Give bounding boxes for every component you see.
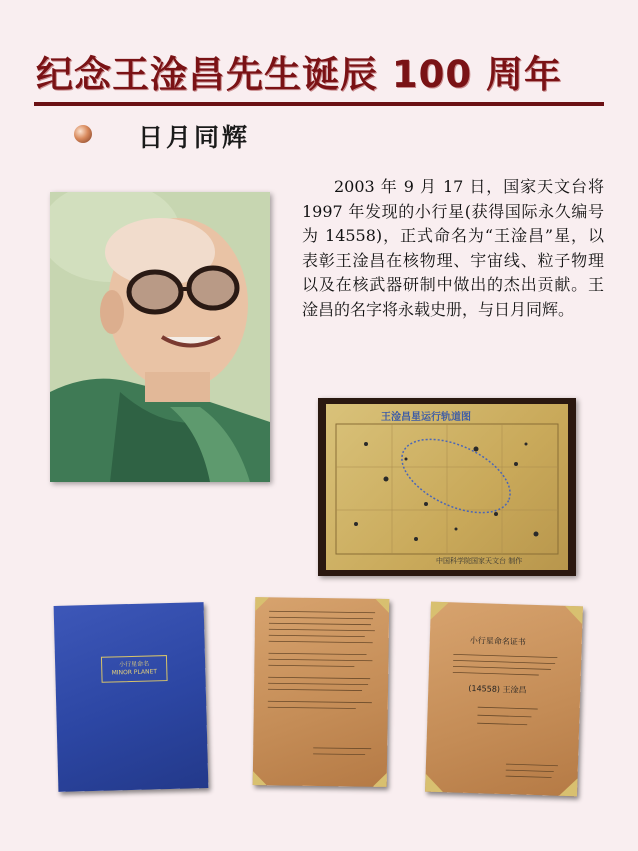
certificate-chinese-photo xyxy=(425,602,583,797)
orbit-chart-photo xyxy=(318,398,576,576)
orbit-chart-footer: 中国科学院国家天文台 制作 xyxy=(436,557,523,565)
article-paragraph: 2003 年 9 月 17 日，国家天文台将 1997 年发现的小行星(获得国际永久编号为 14558)，正式命名为“王淦昌”星，以表彰王淦昌在核物理、宇宙线、粒子物理以及在核武器研制中做出的杰出贡献。王淦昌的名字将永载史册，与日月同辉。 xyxy=(302,177,604,319)
naming-folder-photo xyxy=(54,602,209,792)
section-subtitle: 日月同辉 xyxy=(138,123,251,152)
folder-label-cn: 小行星命名 xyxy=(119,660,150,669)
portrait-photo xyxy=(50,192,270,482)
orbit-chart-title: 王淦昌星运行轨道图 xyxy=(381,412,471,423)
page-title: 纪念王淦昌先生诞辰 100 周年 xyxy=(36,53,562,96)
certificate-title: 小行星命名证书 xyxy=(469,635,526,647)
certificate-number: (14558) 王淦昌 xyxy=(468,683,527,695)
title-divider xyxy=(34,102,604,106)
bullet-icon xyxy=(74,125,92,143)
folder-label xyxy=(101,655,168,683)
folder-label-en: MINOR PLANET xyxy=(111,668,158,677)
certificate-english-photo xyxy=(253,597,390,787)
